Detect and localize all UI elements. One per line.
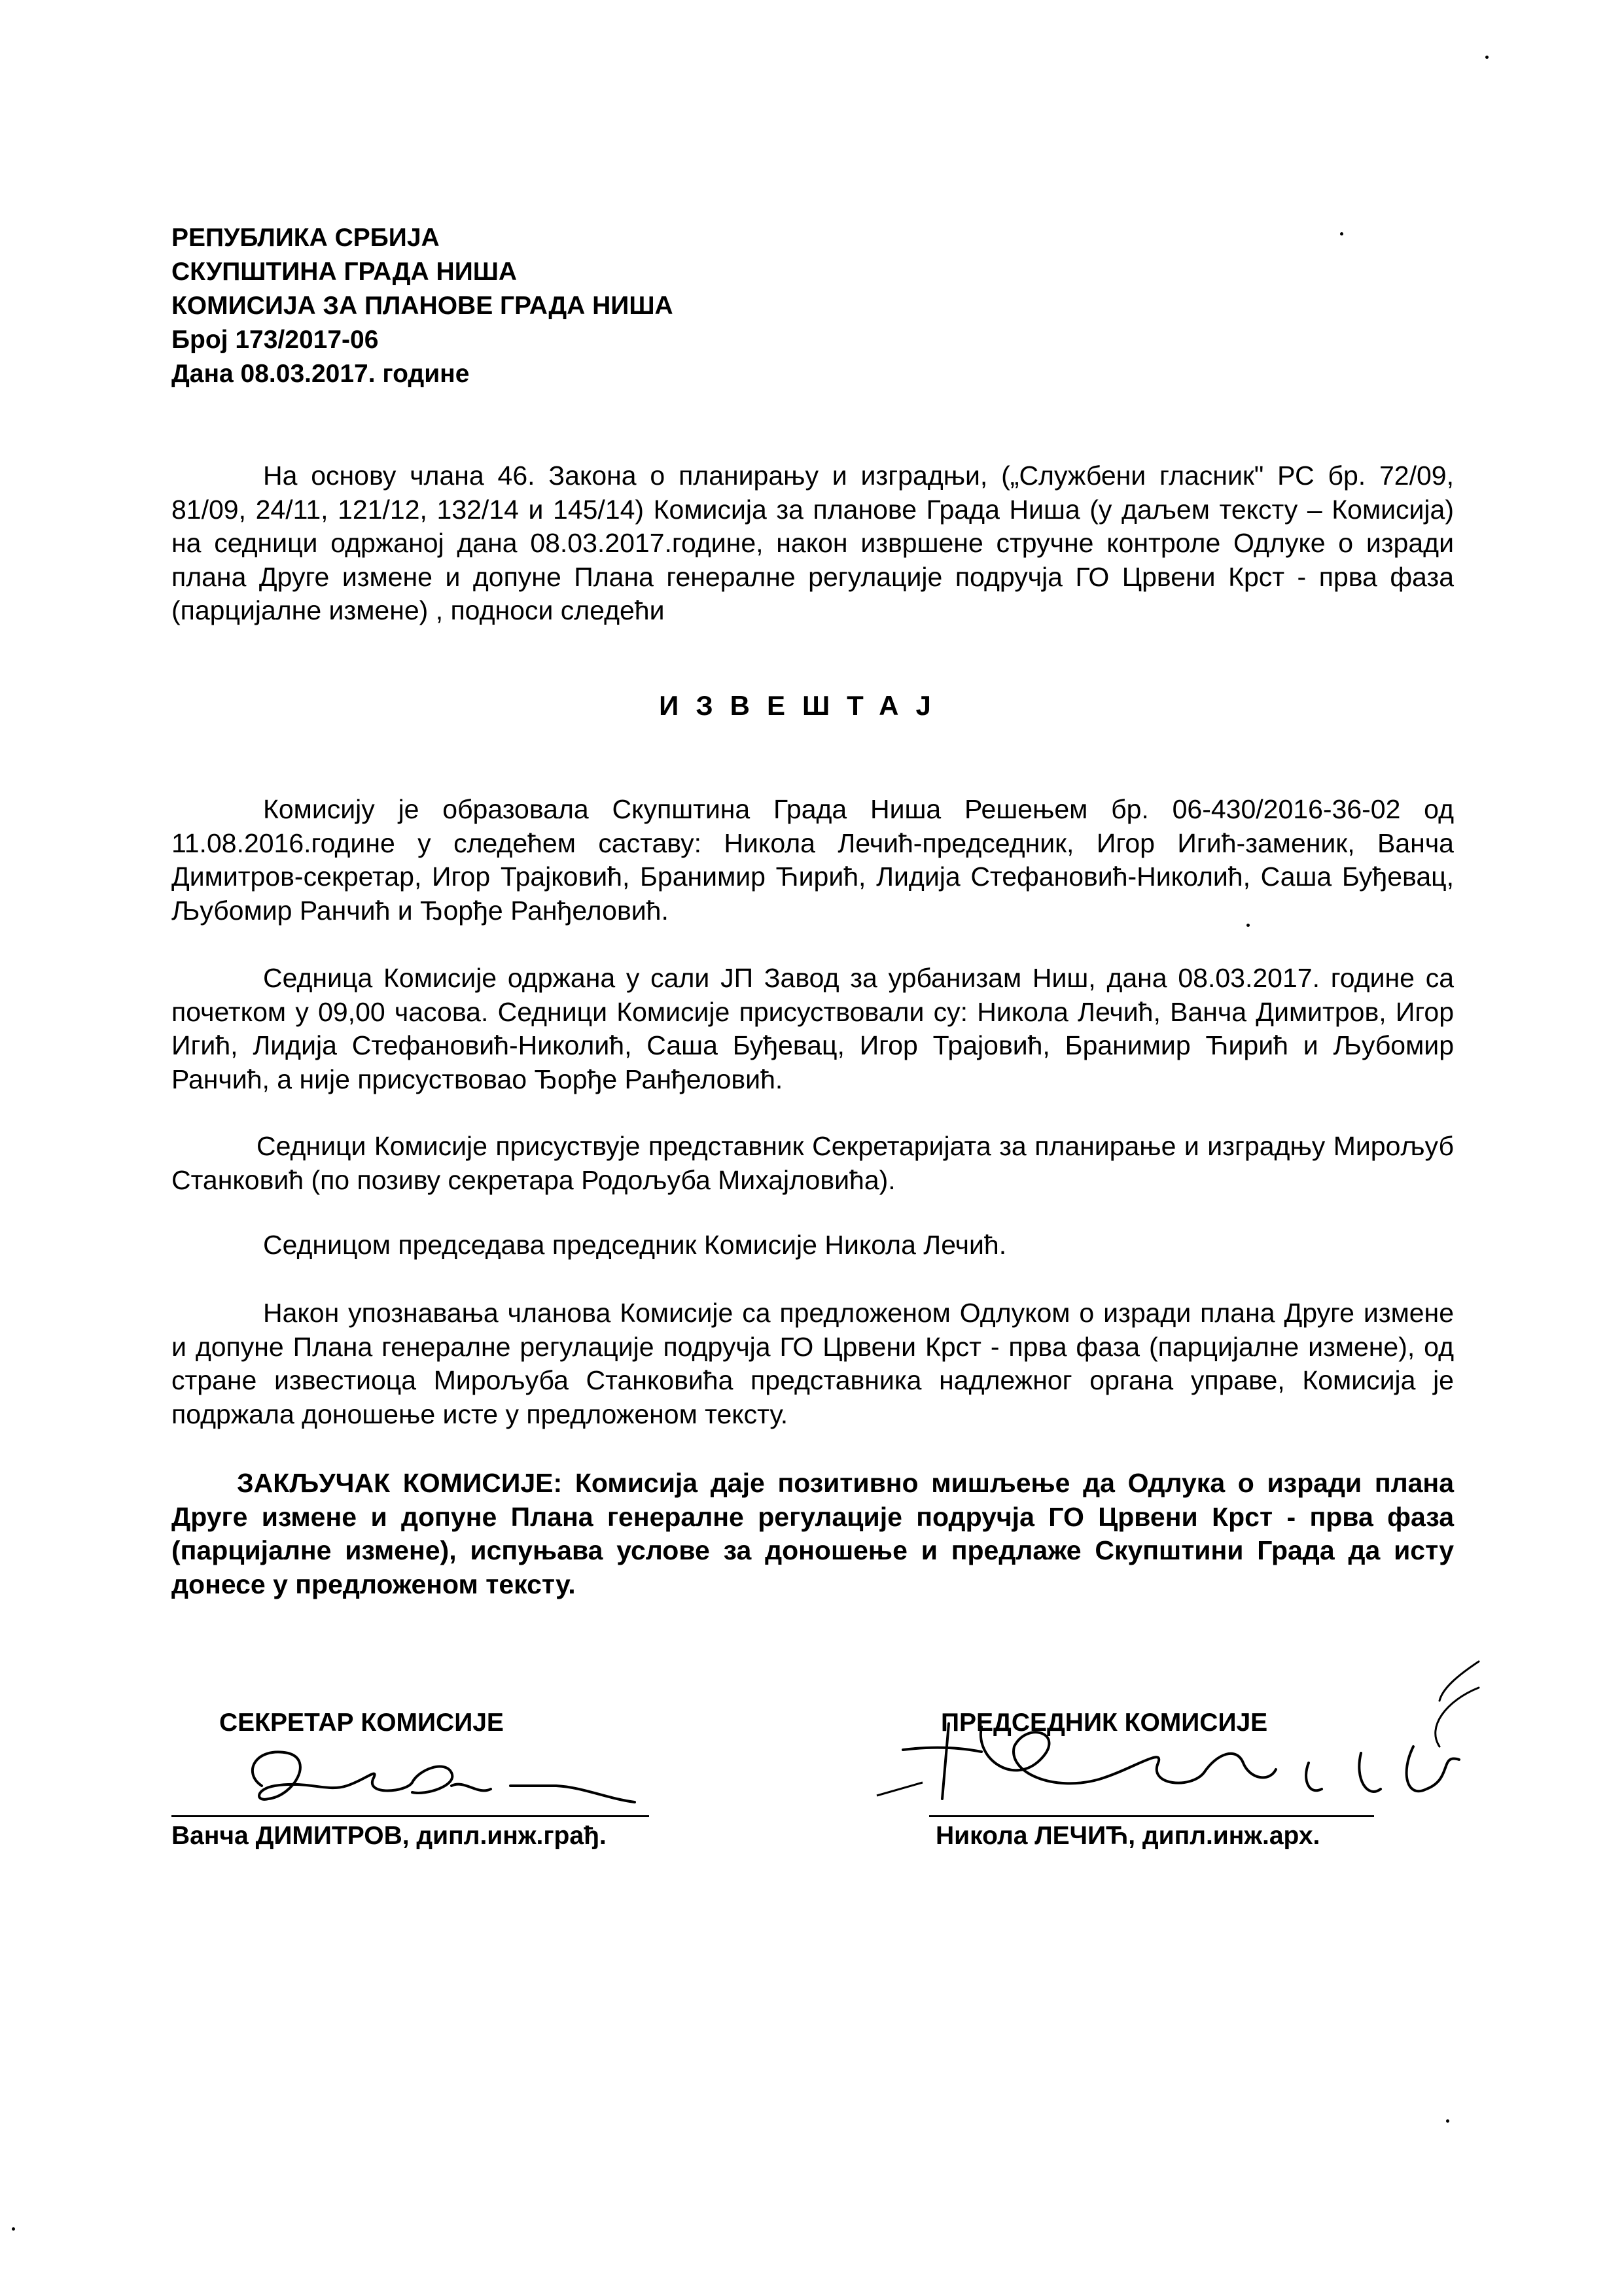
scan-speck bbox=[1485, 56, 1489, 59]
header-number: Број 173/2017-06 bbox=[171, 326, 379, 354]
intro-paragraph: На основу члана 46. Закона о планирању и изградњи, („Службени гласник" РС бр. 72/09, 81/09, 24/11, 121/12, 132/14 и 145/14) Комисија за планове Града Ниша (у даљем тексту – Комисија) на седници одржаној дана 08.03.2017.године, након извршене стручне контроле Одлуке о изради плана Друге измене и допуне Плана генералне регулације подручја ГО Црвени Крст - прва фаза (парцијалне измене) , подноси следећи bbox=[171, 461, 1454, 625]
secretary-signature-line bbox=[171, 1815, 649, 1817]
scan-speck bbox=[1246, 924, 1250, 927]
president-label: ПРЕДСЕДНИК КОМИСИЈЕ bbox=[941, 1709, 1268, 1737]
review-paragraph: Након упознавања чланова Комисије са предложеном Одлуком о изради плана Друге измене и допуне Плана генералне регулације подручја ГО Црвени Крст - прва фаза (парцијалне измене), од стране известиоца Мирољуба Станковића представника надлежног органа управе, Комисија је подржала доношење исте у предложеном тексту. bbox=[171, 1298, 1454, 1429]
composition-paragraph: Комисију је образовала Скупштина Града Ниша Решењем бр. 06-430/2016-36-02 од 11.08.2016.године у следећем саставу: Никола Лечић-председник, Игор Игић-заменик, Ванча Димитров-секретар, Игор Трајковић, Бранимир Ћирић, Лидија Стефановић-Николић, Саша Буђевац, Љубомир Ранчић и Ђорђе Ранђеловић. bbox=[171, 794, 1454, 926]
report-title: ИЗВЕШТАЈ bbox=[659, 690, 948, 721]
header-republic: РЕПУБЛИКА СРБИЈА bbox=[171, 224, 440, 252]
header-assembly: СКУПШТИНА ГРАДА НИША bbox=[171, 258, 518, 286]
session-paragraph: Седница Комисије одржана у сали ЈП Завод за урбанизам Ниш, дана 08.03.2017. године са почетком у 09,00 часова. Седници Комисије присуствовали су: Никола Лечић, Ванча Димитров, Игор Игић, Лидија Стефановић-Николић, Саша Буђевац, Игор Трајовић, Бранимир Ћирић и Љубомир Ранчић, а није присуствовао Ђорђе Ранђеловић. bbox=[171, 963, 1454, 1094]
chair-paragraph: Седницом председава председник Комисије Никола Лечић. bbox=[263, 1230, 1007, 1260]
scan-speck bbox=[12, 2227, 15, 2231]
secretary-name: Ванча ДИМИТРОВ, дипл.инж.грађ. bbox=[171, 1822, 607, 1850]
document-header bbox=[171, 221, 673, 391]
president-name: Никола ЛЕЧИЋ, дипл.инж.арх. bbox=[936, 1822, 1320, 1850]
scan-speck bbox=[1446, 2119, 1449, 2123]
attendance-paragraph: Седници Комисије присуствује представник Секретаријата за планирање и изградњу Мирољуб Станковић (по позиву секретара Родољуба Михајловића). bbox=[171, 1131, 1454, 1195]
commission-conclusion: ЗАКЉУЧАК КОМИСИЈЕ: Комисија даје позитивно мишљење да Одлука о изради плана Друге измене и допуне Плана генералне регулације подручја ГО Црвени Крст - прва фаза (парцијалне измене), испуњава услове за доношење и предлаже Скупштини Града да исту донесе у предложеном тексту. bbox=[171, 1468, 1454, 1599]
president-signature bbox=[851, 1648, 1505, 1838]
header-date: Дана 08.03.2017. године bbox=[171, 360, 470, 388]
president-signature-line bbox=[929, 1815, 1374, 1817]
scan-speck bbox=[1340, 232, 1343, 235]
header-commission: КОМИСИЈА ЗА ПЛАНОВЕ ГРАДА НИША bbox=[171, 292, 673, 320]
secretary-label: СЕКРЕТАР КОМИСИЈЕ bbox=[219, 1709, 504, 1737]
secretary-signature bbox=[216, 1733, 661, 1818]
